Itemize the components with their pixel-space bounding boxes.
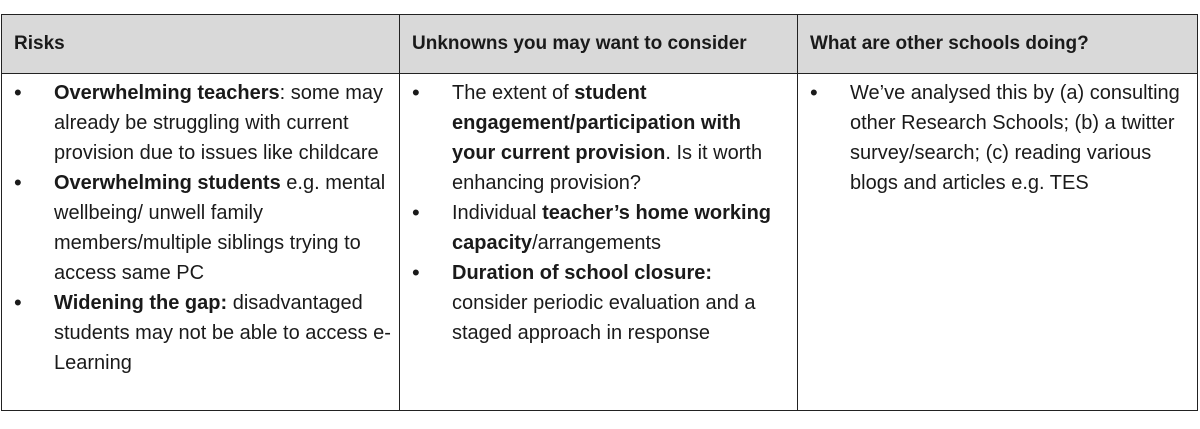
header-row bbox=[2, 15, 1198, 74]
risk-title: Overwhelming teachers bbox=[54, 82, 280, 104]
risks-cell bbox=[2, 74, 400, 411]
bullet-icon: • bbox=[14, 80, 22, 105]
header-unknowns: Unknowns you may want to consider bbox=[400, 15, 798, 74]
other-schools-text: We’ve analysed this by (a) consulting other Research Schools; (b) a twitter survey/search; (c) reading various blogs and articles e.g. TES bbox=[850, 82, 1180, 194]
unknowns-list bbox=[412, 78, 789, 348]
header-risks: Risks bbox=[2, 15, 400, 74]
list-item bbox=[14, 288, 391, 378]
list-item bbox=[412, 198, 789, 258]
unknown-detail: consider periodic evaluation and a staged approach in response bbox=[452, 292, 756, 344]
list-item bbox=[412, 78, 789, 198]
unknown-detail: . Is it worth enhancing provision? bbox=[452, 142, 763, 194]
unknown-prefix: Individual bbox=[452, 202, 543, 224]
list-item bbox=[412, 258, 789, 348]
unknown-prefix: The extent of bbox=[452, 82, 575, 104]
risks-list bbox=[14, 78, 391, 378]
risk-title: Widening the gap: bbox=[54, 292, 228, 314]
risk-title: Overwhelming students bbox=[54, 172, 281, 194]
other-schools-cell bbox=[798, 74, 1198, 411]
unknown-title: student engagement/participation with your current provision bbox=[452, 82, 741, 164]
bullet-icon: • bbox=[810, 80, 818, 105]
content-row bbox=[2, 74, 1198, 411]
header-other-schools: What are other schools doing? bbox=[798, 15, 1198, 74]
list-item bbox=[810, 78, 1189, 198]
list-item bbox=[14, 78, 391, 168]
other-schools-list bbox=[810, 78, 1189, 198]
risk-detail: : some may already be struggling with current provision due to issues like childcare bbox=[54, 82, 384, 164]
unknown-title: teacher’s home working capacity bbox=[452, 202, 772, 254]
unknown-title: Duration of school closure: bbox=[452, 262, 713, 284]
bullet-icon: • bbox=[412, 260, 420, 285]
unknowns-cell bbox=[400, 74, 798, 411]
bullet-icon: • bbox=[14, 170, 22, 195]
unknown-detail: /arrangements bbox=[532, 232, 662, 254]
bullet-icon: • bbox=[412, 200, 420, 225]
bullet-icon: • bbox=[14, 290, 22, 315]
risk-detail: disadvantaged students may not be able to access e-Learning bbox=[54, 292, 391, 374]
guidance-table bbox=[1, 14, 1198, 411]
list-item bbox=[14, 168, 391, 288]
bullet-icon: • bbox=[412, 80, 420, 105]
risk-detail: e.g. mental wellbeing/ unwell family members/multiple siblings trying to access same PC bbox=[54, 172, 386, 284]
